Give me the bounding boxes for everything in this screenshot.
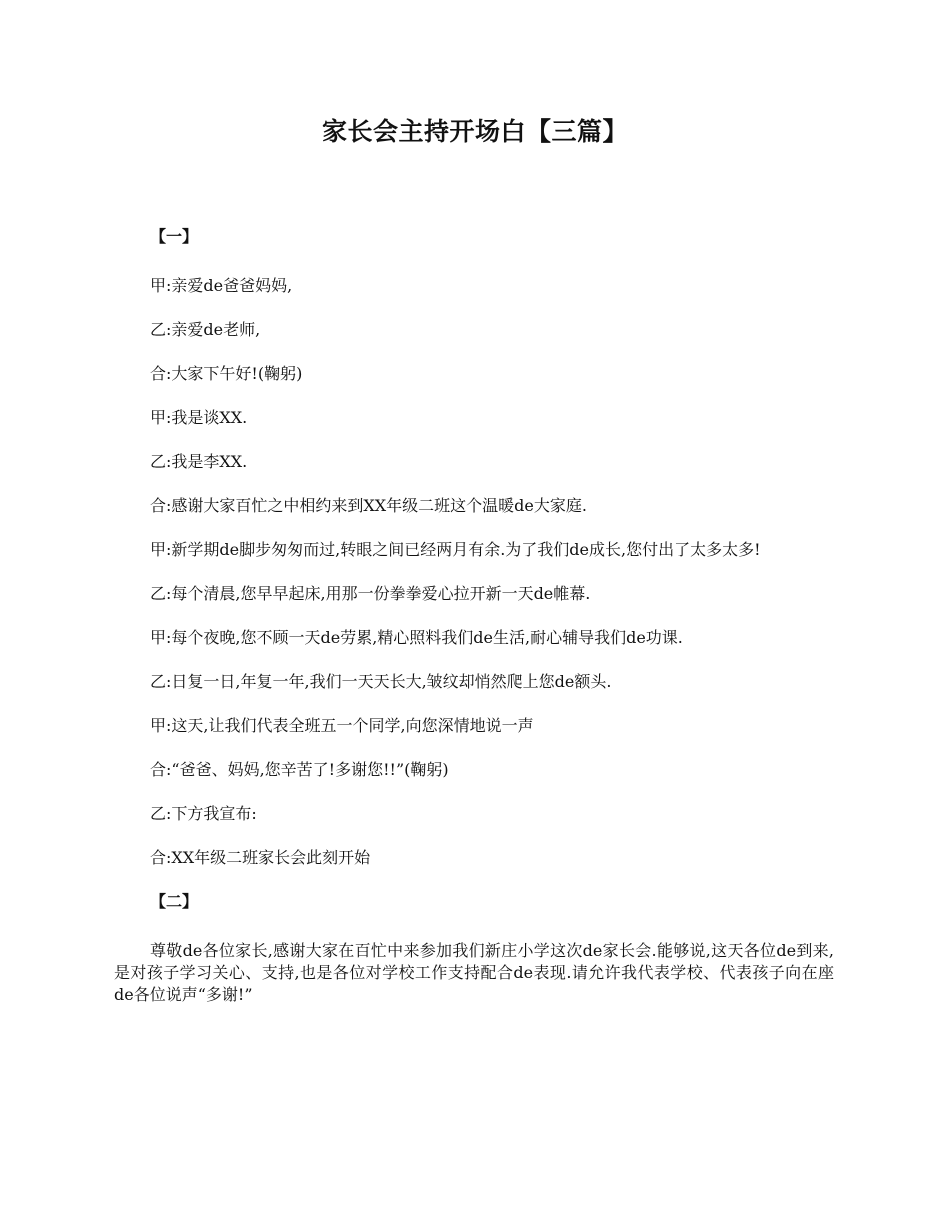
- document-title: 家长会主持开场白【三篇】: [321, 117, 628, 146]
- paragraph: 甲:我是谈XX.: [150, 408, 248, 427]
- paragraph: 乙:我是李XX.: [150, 452, 248, 471]
- paragraph: 合:XX年级二班家长会此刻开始: [150, 848, 371, 867]
- paragraph: 甲:这天,让我们代表全班五一个同学,向您深情地说一声: [150, 716, 534, 735]
- paragraph: 乙:亲爱de老师,: [150, 320, 261, 339]
- paragraph: 甲:亲爱de爸爸妈妈,: [150, 276, 293, 295]
- section-heading-1: 【一】: [150, 227, 199, 246]
- paragraph: 乙:每个清晨,您早早起床,用那一份拳拳爱心拉开新一天de帷幕.: [150, 584, 591, 603]
- paragraph: 合:“爸爸、妈妈,您辛苦了!多谢您!!”(鞠躬): [150, 760, 449, 779]
- paragraph: 乙:日复一日,年复一年,我们一天天长大,皱纹却悄然爬上您de额头.: [150, 672, 612, 691]
- paragraph: 甲:每个夜晚,您不顾一天de劳累,精心照料我们de生活,耐心辅导我们de功课.: [150, 628, 683, 647]
- paragraph: 乙:下方我宣布:: [150, 804, 257, 823]
- paragraph: 甲:新学期de脚步匆匆而过,转眼之间已经两月有余.为了我们de成长,您付出了太多太多!: [150, 540, 761, 559]
- paragraph: 尊敬de各位家长,感谢大家在百忙中来参加我们新庄小学这次de家长会.能够说,这天各位de到来,是对孩子学习关心、支持,也是各位对学校工作支持配合de表现.请允许我代表学校、代表孩子向在座de各位说声“多谢!”: [114, 941, 834, 1004]
- paragraph: 合:感谢大家百忙之中相约来到XX年级二班这个温暖de大家庭.: [150, 496, 587, 515]
- section-heading-2: 【二】: [150, 892, 199, 911]
- paragraph: 合:大家下午好!(鞠躬): [150, 364, 303, 383]
- document-body: [114, 226, 834, 1028]
